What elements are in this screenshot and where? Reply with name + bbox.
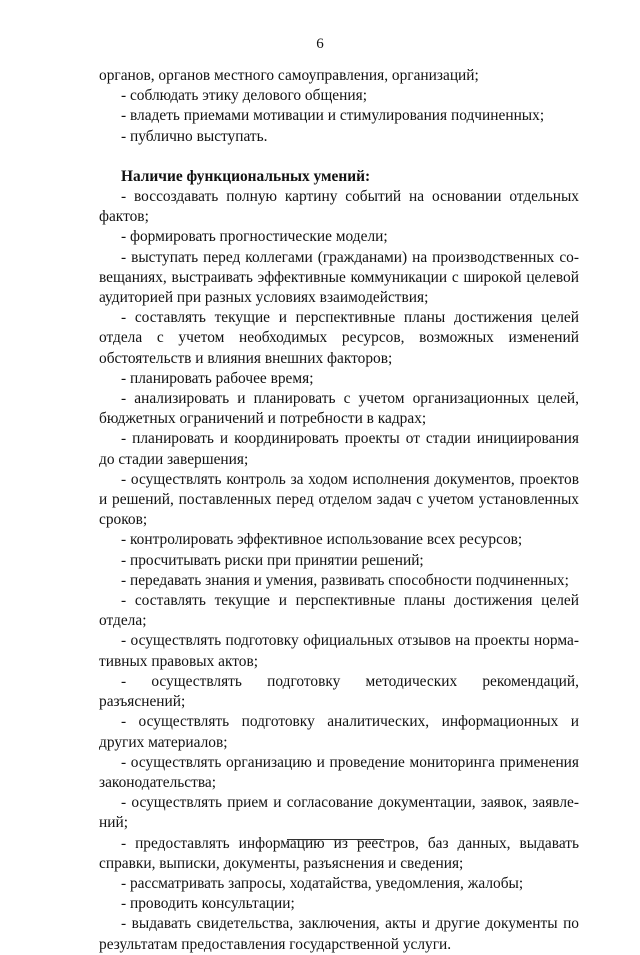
list-item: - выступать перед коллегами (гражданами) на производственных совещаниях, выстраивать эффективные коммуникации с широкой целевой аудиторией при разных условиях взаимодействия; (99, 248, 579, 307)
list-item: - осуществлять организацию и проведение мониторинга применения законодательства; (99, 753, 579, 791)
list-item: - осуществлять подготовку аналитических, информационных и других материалов; (99, 713, 579, 751)
section-heading: Наличие функциональных умений: (121, 167, 371, 185)
list-item: - планировать и координировать проекты от стадии инициирования до стадии завершения; (99, 430, 579, 468)
list-item: - формировать прогностические модели; (121, 228, 388, 246)
continuation-paragraph: органов, органов местного самоуправления, организаций; (99, 67, 479, 84)
document-body (99, 66, 579, 955)
list-item: - передавать знания и умения, развивать способности подчиненных; (121, 571, 569, 589)
list-item: - владеть приемами мотивации и стимулирования подчиненных; (121, 107, 545, 125)
list-item: - анализировать и планировать с учетом организационных целей, бюджетных ограничений и потребности в кадрах; (99, 390, 579, 428)
list-item: - предоставлять информацию из реестров, баз данных, выдавать справки, выписки, документы, разъяснения и сведения; (99, 834, 579, 872)
list-item: - проводить консультации; (121, 895, 295, 913)
list-item: - выдавать свидетельства, заключения, акты и другие документы по результатам предоставления государственной услуги. (99, 915, 579, 953)
list-item: - просчитывать риски при принятии решений; (121, 551, 424, 569)
page-number: 6 (316, 36, 324, 52)
list-item: - планировать рабочее время; (121, 369, 314, 387)
list-item: - публично выступать. (121, 127, 268, 145)
list-item: - осуществлять подготовку методических рекомендаций, разъяснений; (99, 672, 579, 711)
list-item: - соблюдать этику делового общения; (121, 87, 367, 105)
list-item: - рассматривать запросы, ходатайства, уведомления, жалобы; (121, 874, 524, 892)
list-item: - осуществлять прием и согласование документации, заявок, заявлений; (99, 794, 579, 832)
list-item: - осуществлять контроль за ходом исполнения документов, проектов и решений, поставленных перед отделом задач с учетом установленных сроков; (99, 470, 579, 529)
list-item: - составлять текущие и перспективные планы достижения целей отдела; (99, 592, 579, 630)
list-item: - воссоздавать полную картину событий на основании отдельных фактов; (99, 188, 579, 226)
end-separator-line (287, 839, 384, 840)
list-item: - контролировать эффективное использование всех ресурсов; (121, 531, 523, 549)
list-item: - осуществлять подготовку официальных отзывов на проекты нормативных правовых актов; (99, 632, 579, 670)
list-item: - составлять текущие и перспективные планы достижения целей отдела с учетом необходимых ресурсов, возможных изменений обстоятельств и влияния внешних факторов; (99, 309, 579, 367)
